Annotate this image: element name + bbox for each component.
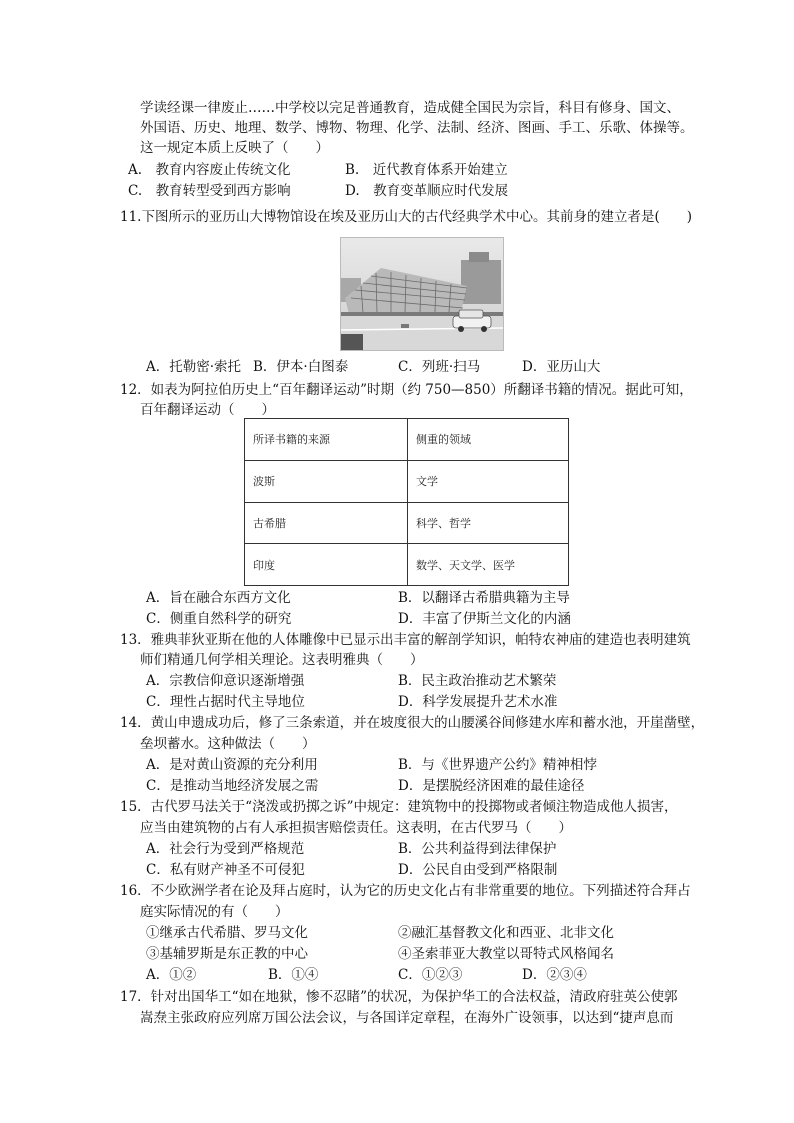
q12-option-a: A．旨在融合东西方文化 <box>146 590 291 606</box>
q12-option-b: B．以翻译古希腊典籍为主导 <box>398 590 570 606</box>
q10-option-c: C. 教育转型受到西方影响 <box>128 183 291 199</box>
table-header-source: 所译书籍的来源 <box>245 419 408 461</box>
table-cell: 印度 <box>245 544 408 586</box>
q14-line-2: 垒坝蓄水。这种做法（ ） <box>140 736 316 752</box>
translation-table <box>244 418 569 586</box>
q11-option-a: A．托勒密·索托 <box>146 359 242 375</box>
q15-option-d: D．公民自由受到严格限制 <box>398 862 558 878</box>
q14-option-d: D．是摆脱经济困难的最佳途径 <box>398 778 585 794</box>
q13-option-d: D．科学发展提升艺术水准 <box>398 694 558 710</box>
q16-option-b: B．①④ <box>268 967 319 983</box>
table-row <box>245 544 569 586</box>
table-cell: 波斯 <box>245 460 408 502</box>
q15-option-a: A．社会行为受到严格规范 <box>146 841 305 857</box>
q16-item-4: ④圣索菲亚大教堂以哥特式风格闻名 <box>398 946 614 962</box>
q12-line-1: 12．如表为阿拉伯历史上“百年翻译运动”时期（约 750—850）所翻译书籍的情况。据此可知， <box>120 382 693 398</box>
q13-line-2: 师们精通几何学相关理论。这表明雅典（ ） <box>140 652 424 668</box>
q14-option-a: A．是对黄山资源的充分利用 <box>146 757 318 773</box>
q11-option-b: B．伊本·白图泰 <box>253 359 349 375</box>
q14-option-b: B．与《世界遗产公约》精神相悖 <box>398 757 597 773</box>
alexandria-library-photo-icon <box>341 238 503 350</box>
q11-stem: 11.下图所示的亚历山大博物馆设在埃及亚历山大的古代经典学术中心。其前身的建立者是( ) <box>120 209 693 225</box>
q17-line-2: 嵩焘主张政府应列席万国公法会议，与各国详定章程，在海外广设领事，以达到“捷声息而 <box>140 1010 674 1026</box>
q13-option-b: B．民主政治推动艺术繁荣 <box>398 673 557 689</box>
table-cell: 文学 <box>408 460 569 502</box>
q13-option-c: C．理性占据时代主导地位 <box>146 694 305 710</box>
q15-line-2: 应当由建筑物的占有人承担损害赔偿责任。这表明，在古代罗马（ ） <box>140 820 572 836</box>
q16-item-3: ③基辅罗斯是东正教的中心 <box>146 946 308 962</box>
q16-option-c: C．①②③ <box>398 967 463 983</box>
q16-line-2: 庭实际情况的有（ ） <box>140 904 289 920</box>
q10-line-1: 学读经课一律废止……中学校以完足普通教育，造成健全国民为宗旨，科目有修身、国文、 <box>140 100 680 116</box>
q10-option-d: D. 教育变革顺应时代发展 <box>345 183 509 199</box>
table-header-row <box>245 419 569 461</box>
q10-option-a: A. 教育内容废止传统文化 <box>128 162 291 178</box>
q16-option-a: A．①② <box>146 967 197 983</box>
q16-item-2: ②融汇基督教文化和西亚、北非文化 <box>398 925 614 941</box>
q16-option-d: D．②③④ <box>522 967 587 983</box>
q16-line-1: 16．不少欧洲学者在论及拜占庭时，认为它的历史文化占有非常重要的地位。下列描述符合拜占 <box>120 883 691 899</box>
table-cell: 数学、天文学、医学 <box>408 544 569 586</box>
library-photo <box>340 237 504 351</box>
q13-line-1: 13．雅典菲狄亚斯在他的人体雕像中已显示出丰富的解剖学知识，帕特农神庙的建造也表明建筑 <box>120 632 691 648</box>
q14-option-c: C．是推动当地经济发展之需 <box>146 778 319 794</box>
q12-option-d: D．丰富了伊斯兰文化的内涵 <box>398 611 571 627</box>
q12-option-c: C．侧重自然科学的研究 <box>146 611 292 627</box>
table-header-field: 侧重的领域 <box>408 419 569 461</box>
table-row <box>245 502 569 544</box>
q10-option-b: B. 近代教育体系开始建立 <box>345 162 508 178</box>
q10-line-2: 外国语、历史、地理、数学、博物、物理、化学、法制、经济、图画、手工、乐歌、体操等。 <box>140 120 694 136</box>
table-row <box>245 460 569 502</box>
q13-option-a: A．宗教信仰意识逐渐增强 <box>146 673 305 689</box>
q11-option-d: D．亚历山大 <box>522 359 601 375</box>
q14-line-1: 14．黄山申遗成功后，修了三条索道，并在坡度很大的山腰溪谷间修建水库和蓄水池，开崖凿壁， <box>120 715 705 731</box>
q11-option-c: C．列班·扫马 <box>398 359 481 375</box>
q10-line-3: 这一规定本质上反映了（ ） <box>140 140 329 156</box>
q17-line-1: 17．针对出国华工“如在地狱，惨不忍睹”的状况，为保护华工的合法权益，清政府驻英公使郭 <box>120 989 678 1005</box>
q15-option-b: B．公共利益得到法律保护 <box>398 841 557 857</box>
q12-line-2: 百年翻译运动（ ） <box>140 402 275 418</box>
q15-option-c: C．私有财产神圣不可侵犯 <box>146 862 305 878</box>
q16-item-1: ①继承古代希腊、罗马文化 <box>146 925 308 941</box>
q15-line-1: 15．古代罗马法关于“浇泼或扔掷之诉”中规定：建筑物中的投掷物或者倾注物造成他人损害， <box>120 799 678 815</box>
table-cell: 科学、哲学 <box>408 502 569 544</box>
table-cell: 古希腊 <box>245 502 408 544</box>
